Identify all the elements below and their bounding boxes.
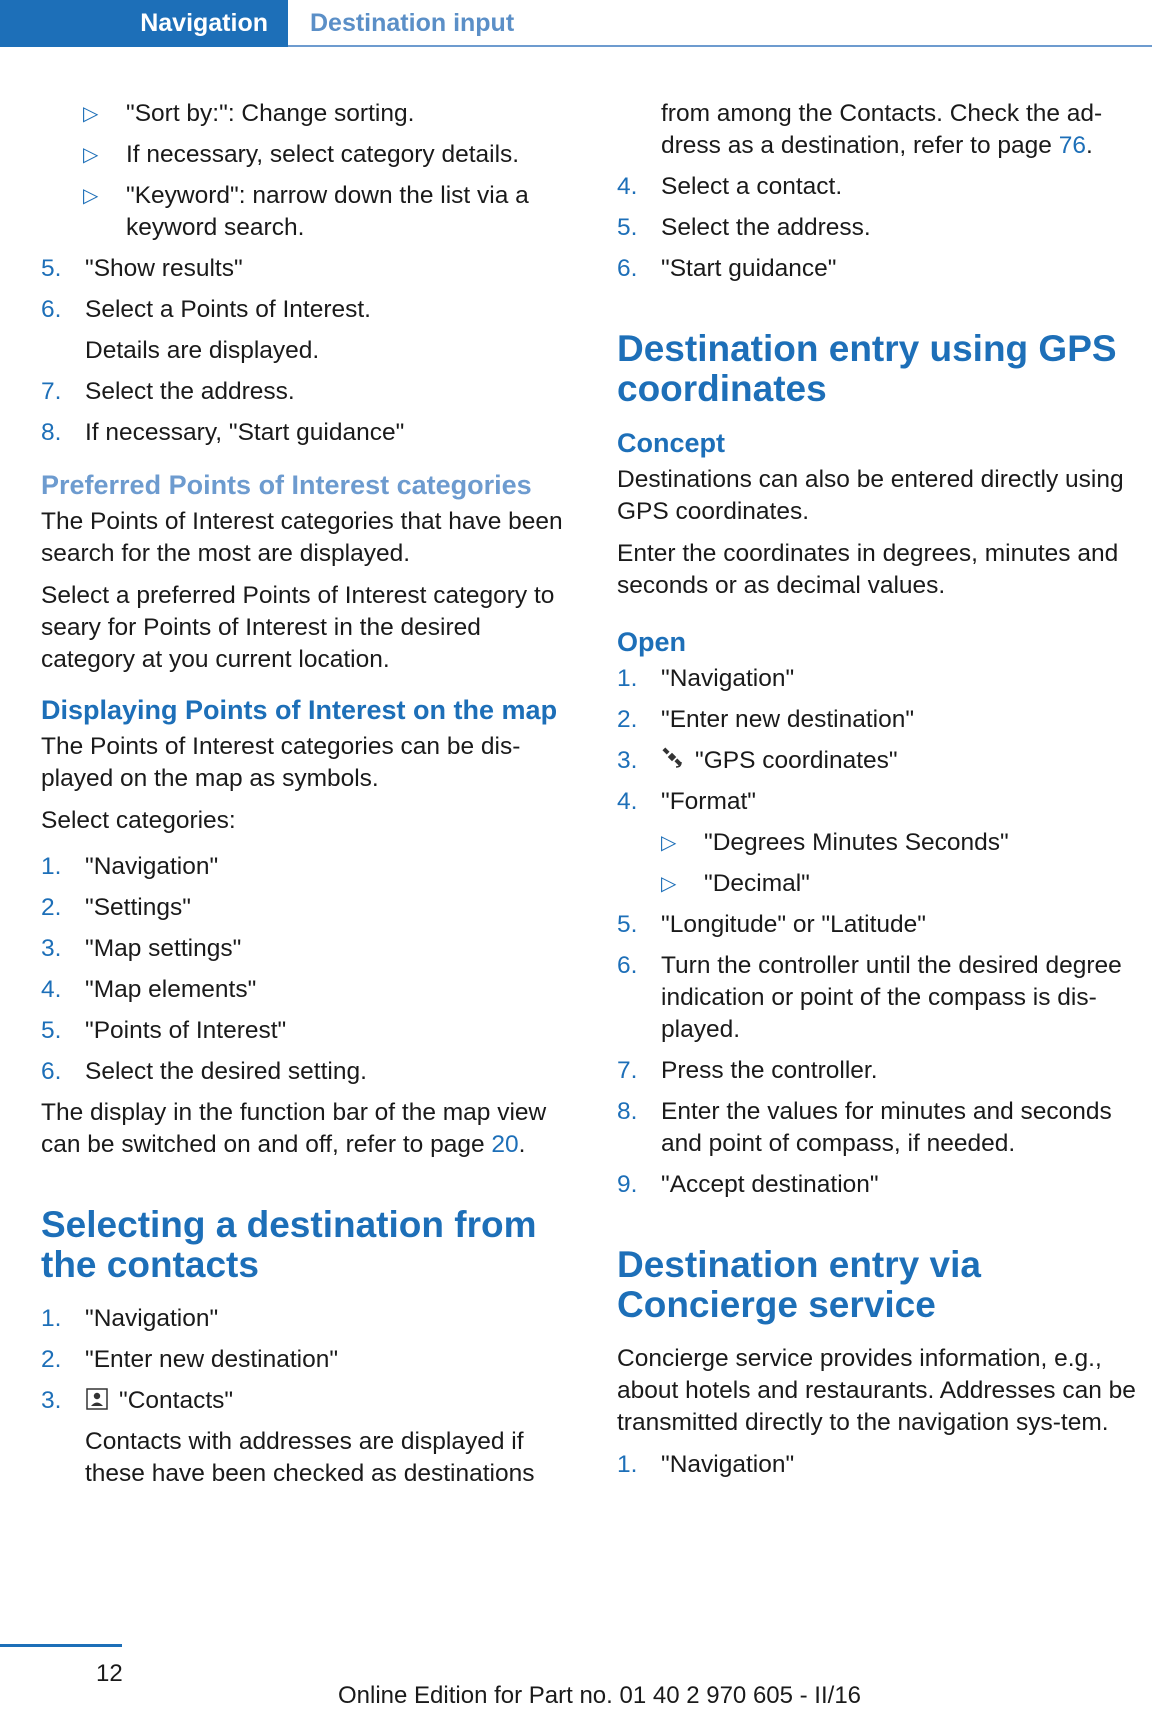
right-column [617, 98, 1152, 1490]
paragraph: The Points of Interest categories that have been search for the most are displayed. [41, 508, 563, 567]
step-item: 7. Press the controller. [617, 1057, 878, 1084]
step-item: 4. "Map elements" [41, 976, 257, 1003]
step-item: 8. Enter the values for minutes and seconds and point of compass, if needed. [617, 1098, 1112, 1157]
paragraph: Select a preferred Points of Interest category to seary for Points of Interest in the desired category at you current location. [41, 582, 555, 673]
step-item: 5. "Longitude" or "Latitude" [617, 911, 927, 938]
step-item: 5. "Points of Interest" [41, 1017, 287, 1044]
section-heading: Open [617, 627, 687, 657]
triangle-bullet-icon: ▷ [83, 144, 99, 166]
step-item: 1. "Navigation" [617, 1451, 795, 1478]
step-continuation: Contacts with addresses are displayed if these have been checked as destinations [85, 1428, 535, 1487]
step-item: 4. Select a contact. [617, 173, 843, 200]
header-bar [0, 0, 1152, 47]
step-item: 3. "Map settings" [41, 935, 242, 962]
paragraph: Destinations can also be entered directly using GPS coordinates. [617, 466, 1124, 525]
section-heading: Preferred Points of Interest categories [41, 470, 532, 500]
triangle-bullet-icon: ▷ [83, 103, 99, 125]
triangle-bullet-icon: ▷ [661, 832, 677, 854]
footer-rule [0, 1644, 122, 1647]
bullet-item: ▷ If necessary, select category details. [39, 139, 579, 171]
page-number: 12 [96, 1660, 123, 1687]
edition-note: Online Edition for Part no. 01 40 2 970 605 - II/16 [338, 1682, 862, 1709]
step-item: 4. "Format" [617, 788, 756, 815]
step-item: 6. Select a Points of Interest. [41, 296, 371, 323]
page-link[interactable]: 76 [1058, 132, 1086, 159]
page-link[interactable]: 20 [491, 1131, 519, 1158]
left-column [41, 98, 579, 1499]
paragraph: Enter the coordinates in degrees, minutes and seconds or as decimal values. [617, 540, 1119, 599]
step-item: 3. "GPS coordinates" [617, 747, 898, 774]
satellite-icon [661, 747, 687, 771]
chapter-heading: Destination entry using GPS coordinates [617, 328, 1117, 409]
bullet-item: ▷ "Sort by:": Change sorting. [39, 98, 579, 130]
step-item: 3. "Contacts" [41, 1387, 234, 1414]
step-item: 1. "Navigation" [41, 853, 219, 880]
chapter-heading: Destination entry via Concierge service [617, 1244, 981, 1325]
paragraph: The display in the function bar of the map view can be switched on and off, refer to page 20. [41, 1099, 547, 1158]
step-item: 7. Select the address. [41, 378, 295, 405]
contact-icon [85, 1387, 111, 1411]
step-item: 5. "Show results" [41, 255, 243, 282]
step-item: 2. "Enter new destination" [41, 1346, 339, 1373]
step-item: 1. "Navigation" [617, 665, 795, 692]
bullet-item: ▷ "Decimal" [617, 868, 1152, 900]
section-heading: Displaying Points of Interest on the map [41, 695, 558, 725]
step-item: 1. "Navigation" [41, 1305, 219, 1332]
paragraph: Concierge service provides information, e.g., about hotels and restaurants. Addresses can be transmitted directly to the navigation sys‐tem. [617, 1345, 1136, 1436]
step-continuation: Details are displayed. [85, 337, 320, 364]
step-item: 6. Turn the controller until the desired degree indication or point of the compass is dis‐played. [617, 952, 1122, 1043]
step-item: 6. Select the desired setting. [41, 1058, 367, 1085]
triangle-bullet-icon: ▷ [661, 873, 677, 895]
step-item: 9. "Accept destination" [617, 1171, 879, 1198]
bullet-item: ▷ "Keyword": narrow down the list via a keyword search. [83, 182, 529, 241]
header-underline [288, 45, 1152, 47]
section-heading: Concept [617, 428, 725, 458]
triangle-bullet-icon: ▷ [83, 185, 99, 207]
step-item: 5. Select the address. [617, 214, 871, 241]
tab-destination-input[interactable]: Destination input [310, 9, 515, 37]
paragraph: Select categories: [41, 807, 236, 834]
tab-navigation[interactable]: Navigation [0, 0, 288, 47]
bullet-item: ▷ "Degrees Minutes Seconds" [617, 827, 1152, 859]
step-item: 8. If necessary, "Start guidance" [41, 419, 405, 446]
step-continuation: from among the Contacts. Check the ad‐dress as a destination, refer to page 76. [661, 100, 1103, 159]
chapter-heading: Selecting a destination from the contacts [41, 1204, 537, 1285]
paragraph: The Points of Interest categories can be dis‐played on the map as symbols. [41, 733, 521, 792]
step-item: 6. "Start guidance" [617, 255, 837, 282]
step-item: 2. "Enter new destination" [617, 706, 915, 733]
step-item: 2. "Settings" [41, 894, 191, 921]
